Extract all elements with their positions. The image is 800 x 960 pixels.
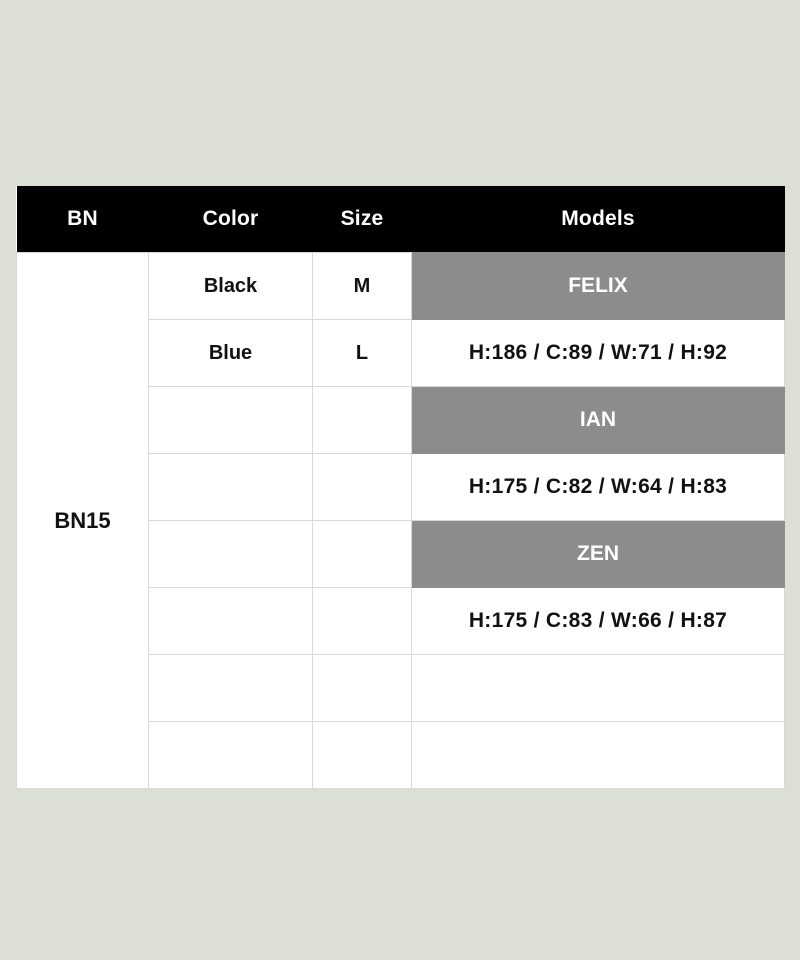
color-cell: Black <box>149 253 313 320</box>
model-measurements-cell: H:175 / C:83 / W:66 / H:87 <box>412 588 785 655</box>
color-cell <box>149 454 313 521</box>
table-header-row <box>17 186 785 253</box>
column-header-color: Color <box>149 186 313 253</box>
size-cell: M <box>313 253 412 320</box>
table-header <box>17 186 785 253</box>
size-cell <box>313 722 412 789</box>
product-spec-table <box>16 186 785 789</box>
size-cell <box>313 588 412 655</box>
model-measurements-cell: H:175 / C:82 / W:64 / H:83 <box>412 454 785 521</box>
color-cell <box>149 521 313 588</box>
model-name-cell: FELIX <box>412 253 785 320</box>
size-cell <box>313 454 412 521</box>
size-cell <box>313 521 412 588</box>
size-cell: L <box>313 320 412 387</box>
size-cell <box>313 387 412 454</box>
color-cell <box>149 387 313 454</box>
model-name-cell: IAN <box>412 387 785 454</box>
model-measurements-cell: H:186 / C:89 / W:71 / H:92 <box>412 320 785 387</box>
table-body <box>17 253 785 789</box>
column-header-models: Models <box>412 186 785 253</box>
model-empty-cell <box>412 655 785 722</box>
model-name-cell: ZEN <box>412 521 785 588</box>
color-cell <box>149 655 313 722</box>
model-empty-cell <box>412 722 785 789</box>
spec-table-container <box>16 186 784 789</box>
column-header-bn: BN <box>17 186 149 253</box>
size-cell <box>313 655 412 722</box>
column-header-size: Size <box>313 186 412 253</box>
table-row <box>17 253 785 320</box>
color-cell <box>149 722 313 789</box>
color-cell: Blue <box>149 320 313 387</box>
bn-value-cell: BN15 <box>17 253 149 789</box>
color-cell <box>149 588 313 655</box>
